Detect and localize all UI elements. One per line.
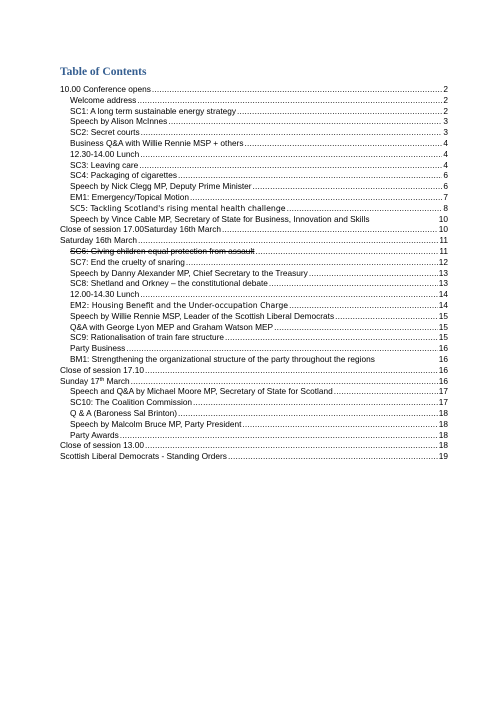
toc-page-number: 3 [443, 116, 448, 127]
toc-entry-text [70, 192, 189, 203]
toc-entry[interactable] [60, 138, 448, 149]
toc-dot-leader [178, 408, 438, 419]
toc-entry[interactable] [60, 430, 448, 441]
toc-page-number: 7 [443, 191, 448, 202]
toc-entry-text [70, 419, 241, 430]
toc-entry[interactable] [60, 160, 448, 171]
toc-dot-leader [140, 149, 442, 160]
toc-entry-text [70, 278, 268, 289]
toc-title: Table of Contents [60, 66, 147, 78]
toc-entry-text [70, 181, 252, 192]
toc-dot-leader [168, 116, 442, 127]
toc-entry-label: SC5: Tackling Scotland's rising mental health challenge [70, 203, 286, 213]
toc-page-number: 4 [443, 148, 448, 159]
toc-entry-label: BM1: Strengthening the organizational structure of the party throughout the regions [70, 353, 375, 364]
toc-entry[interactable] [60, 149, 448, 160]
toc-dot-leader [140, 289, 438, 300]
toc-entry[interactable] [60, 419, 448, 430]
toc-list [60, 84, 448, 462]
toc-entry-label: Q&A with George Lyon MEP and Graham Watson MEP [70, 321, 274, 332]
toc-dot-leader [141, 127, 443, 138]
toc-dot-leader [145, 365, 438, 376]
toc-dot-leader [289, 300, 438, 311]
toc-entry-text [70, 354, 439, 365]
toc-page-number: 8 [443, 202, 448, 213]
toc-entry[interactable] [60, 397, 448, 408]
toc-entry-label: Close of session 17.10 [60, 364, 144, 375]
toc-entry-label: Speech by Malcolm Bruce MP, Party President [70, 418, 242, 429]
toc-entry[interactable] [60, 203, 448, 214]
toc-dot-leader [152, 84, 443, 95]
toc-entry-label: SC7: End the cruelty of snaring [70, 256, 185, 267]
toc-dot-leader [253, 181, 443, 192]
toc-entry-label: Party Awards [70, 429, 119, 440]
toc-entry-text [70, 106, 236, 117]
toc-entry-label: Speech by Vince Cable MP, Secretary of State for Business, Innovation and Skills [70, 213, 370, 224]
toc-entry-label: SC3: Leaving care [70, 159, 139, 170]
toc-page-number: 16 [438, 364, 448, 375]
toc-dot-leader [334, 386, 438, 397]
toc-entry[interactable] [60, 127, 448, 138]
toc-entry-label: SC2: Secret courts [70, 127, 140, 138]
toc-entry-text [70, 138, 243, 149]
toc-page-number: 4 [443, 137, 448, 148]
toc-page-number: 12 [438, 256, 448, 267]
toc-entry-text [60, 224, 221, 235]
toc-dot-leader [225, 332, 438, 343]
toc-entry[interactable] [60, 440, 448, 451]
toc-page-number: 10 [438, 224, 448, 235]
toc-dot-leader [126, 343, 437, 354]
toc-entry-text [70, 343, 125, 354]
toc-entry-label: 10.00 Conference opens [60, 84, 151, 94]
toc-dot-leader [269, 278, 438, 289]
toc-entry-text [70, 386, 333, 397]
toc-entry-label: Scottish Liberal Democrats - Standing Orders [60, 451, 227, 462]
toc-entry[interactable] [60, 95, 448, 106]
toc-page-number: 18 [438, 429, 448, 440]
toc-page-number: 17 [438, 397, 448, 408]
toc-page-number: 11 [439, 245, 448, 256]
toc-entry-text [70, 127, 140, 138]
toc-entry[interactable] [60, 268, 448, 279]
toc-page-number: 18 [438, 440, 448, 451]
toc-entry-text [70, 430, 119, 441]
toc-entry[interactable] [60, 170, 448, 181]
toc-entry[interactable] [60, 84, 448, 95]
toc-entry-label: Speech and Q&A by Michael Moore MP, Secretary of State for Scotland [70, 386, 333, 397]
toc-entry-text [70, 311, 334, 322]
toc-dot-leader [137, 95, 442, 106]
toc-entry-label-suffix: March [104, 375, 130, 386]
toc-entry[interactable] [60, 322, 448, 333]
toc-page-number: 2 [443, 105, 448, 116]
toc-dot-leader [186, 257, 438, 268]
toc-dot-leader [228, 451, 438, 462]
toc-entry[interactable] [60, 106, 448, 117]
toc-entry[interactable] [60, 332, 448, 343]
toc-entry[interactable] [60, 278, 448, 289]
toc-entry-label: Saturday 16th March [60, 235, 138, 246]
toc-entry-label: Q & A (Baroness Sal Brinton) [70, 407, 177, 418]
toc-entry-text [70, 397, 192, 408]
toc-dot-leader [222, 224, 438, 235]
toc-page-number: 15 [438, 332, 448, 343]
toc-entry-text [70, 149, 139, 160]
toc-entry-text [60, 440, 144, 451]
toc-dot-leader [193, 397, 438, 408]
toc-entry-label: Speech by Willie Rennie MSP, Leader of the Scottish Liberal Democrats [70, 310, 335, 321]
toc-entry-label: SC4: Packaging of cigarettes [70, 170, 177, 181]
toc-entry[interactable] [60, 289, 448, 300]
toc-entry-text [70, 204, 286, 214]
toc-entry-text [70, 268, 308, 279]
toc-page-number: 14 [438, 289, 448, 300]
toc-page-number: 2 [443, 84, 448, 94]
toc-entry[interactable] [60, 181, 448, 192]
toc-entry[interactable] [60, 116, 448, 127]
toc-entry-label: EM2: Housing Benefit and the Under-occupation Charge [70, 300, 289, 310]
toc-page-number: 16 [438, 375, 448, 386]
toc-page-number: 4 [443, 159, 448, 170]
toc-page-number: 18 [438, 418, 448, 429]
toc-entry[interactable] [60, 343, 448, 354]
toc-page-number: 14 [438, 299, 448, 310]
toc-dot-leader [120, 430, 438, 441]
toc-entry[interactable] [60, 246, 448, 257]
toc-dot-leader [244, 138, 442, 149]
toc-page-number: 15 [438, 321, 448, 332]
toc-entry-label: SC9: Rationalisation of train fare structure [70, 332, 225, 343]
toc-dot-leader [255, 246, 438, 257]
toc-page-number: 6 [443, 170, 448, 181]
toc-entry-superscript: th [99, 376, 105, 383]
toc-dot-leader [287, 203, 443, 214]
toc-entry-label: SC6: Giving children equal protection from assault [70, 245, 255, 256]
toc-dot-leader [139, 160, 442, 171]
toc-page-number: 18 [438, 407, 448, 418]
toc-entry-label: SC10: The Coalition Commission [70, 397, 193, 408]
toc-entry-text [60, 84, 151, 95]
toc-entry[interactable] [60, 235, 448, 246]
toc-entry[interactable] [60, 451, 448, 462]
toc-dot-leader [190, 192, 442, 203]
toc-entry-text [70, 332, 224, 343]
toc-entry-text [70, 160, 138, 171]
toc-dot-leader [309, 268, 438, 279]
toc-dot-leader [145, 440, 438, 451]
toc-entry-text [70, 214, 439, 225]
toc-dot-leader [335, 311, 438, 322]
toc-entry-label: 12.30-14.00 Lunch [70, 148, 140, 159]
toc-entry-label: 12.00-14.30 Lunch [70, 289, 140, 300]
toc-page-number: 6 [443, 181, 448, 192]
toc-entry-label: Close of session 13.00 [60, 440, 144, 451]
toc-entry-text [70, 170, 177, 181]
toc-entry[interactable] [60, 365, 448, 376]
toc-entry-label: Sunday 17 [60, 375, 100, 386]
toc-entry-label: Speech by Alison McInnes [70, 116, 168, 127]
toc-entry[interactable] [60, 300, 448, 311]
toc-page-number: 2 [443, 94, 448, 105]
toc-page-number: 11 [439, 235, 448, 246]
toc-entry-label: Speech by Danny Alexander MP, Chief Secretary to the Treasury [70, 267, 308, 278]
toc-entry[interactable] [60, 311, 448, 322]
toc-entry-text [60, 451, 227, 462]
toc-page-number: 17 [438, 386, 448, 397]
toc-entry-text [70, 322, 273, 333]
toc-dot-leader [242, 419, 437, 430]
toc-entry[interactable] [60, 354, 448, 365]
toc-entry-label: Welcome address [70, 94, 137, 105]
toc-entry-text [70, 257, 185, 268]
toc-page-number: 13 [438, 278, 448, 289]
toc-page-number: 16 [438, 343, 448, 354]
toc-page-number: 19 [438, 451, 448, 462]
toc-entry[interactable] [60, 257, 448, 268]
toc-entry-label: SC1: A long term sustainable energy strategy [70, 105, 237, 116]
toc-entry-text [70, 95, 136, 106]
toc-entry[interactable] [60, 386, 448, 397]
toc-entry-text [70, 116, 167, 127]
toc-entry-label: Party Business [70, 343, 126, 354]
toc-entry[interactable] [60, 376, 448, 387]
toc-entry-label: Business Q&A with Willie Rennie MSP + others [70, 137, 244, 148]
toc-page-number: 3 [443, 127, 448, 138]
toc-entry-text [70, 246, 254, 257]
toc-entry-text [70, 289, 139, 300]
toc-entry[interactable] [60, 408, 448, 419]
toc-entry-text [60, 376, 130, 387]
toc-page-number: 10 [438, 213, 448, 224]
toc-entry-text [70, 301, 288, 311]
toc-dot-leader [274, 322, 438, 333]
toc-page-number: 13 [438, 267, 448, 278]
toc-entry[interactable] [60, 214, 448, 225]
toc-page-number: 15 [438, 310, 448, 321]
toc-dot-leader [178, 170, 442, 181]
toc-entry-text [70, 408, 177, 419]
toc-entry-label: Close of session 17.00Saturday 16th March [60, 224, 221, 235]
toc-page-number: 16 [438, 353, 448, 364]
toc-entry-label: Speech by Nick Clegg MP, Deputy Prime Minister [70, 181, 252, 192]
toc-entry-text [60, 365, 144, 376]
toc-dot-leader [237, 106, 442, 117]
toc-dot-leader [131, 376, 438, 387]
toc-dot-leader [138, 235, 438, 246]
toc-entry-label: SC8: Shetland and Orkney – the constitutional debate [70, 278, 268, 289]
toc-entry[interactable] [60, 192, 448, 203]
toc-entry-label: EM1: Emergency/Topical Motion [70, 191, 189, 202]
toc-entry[interactable] [60, 224, 448, 235]
toc-entry-text [60, 235, 137, 246]
